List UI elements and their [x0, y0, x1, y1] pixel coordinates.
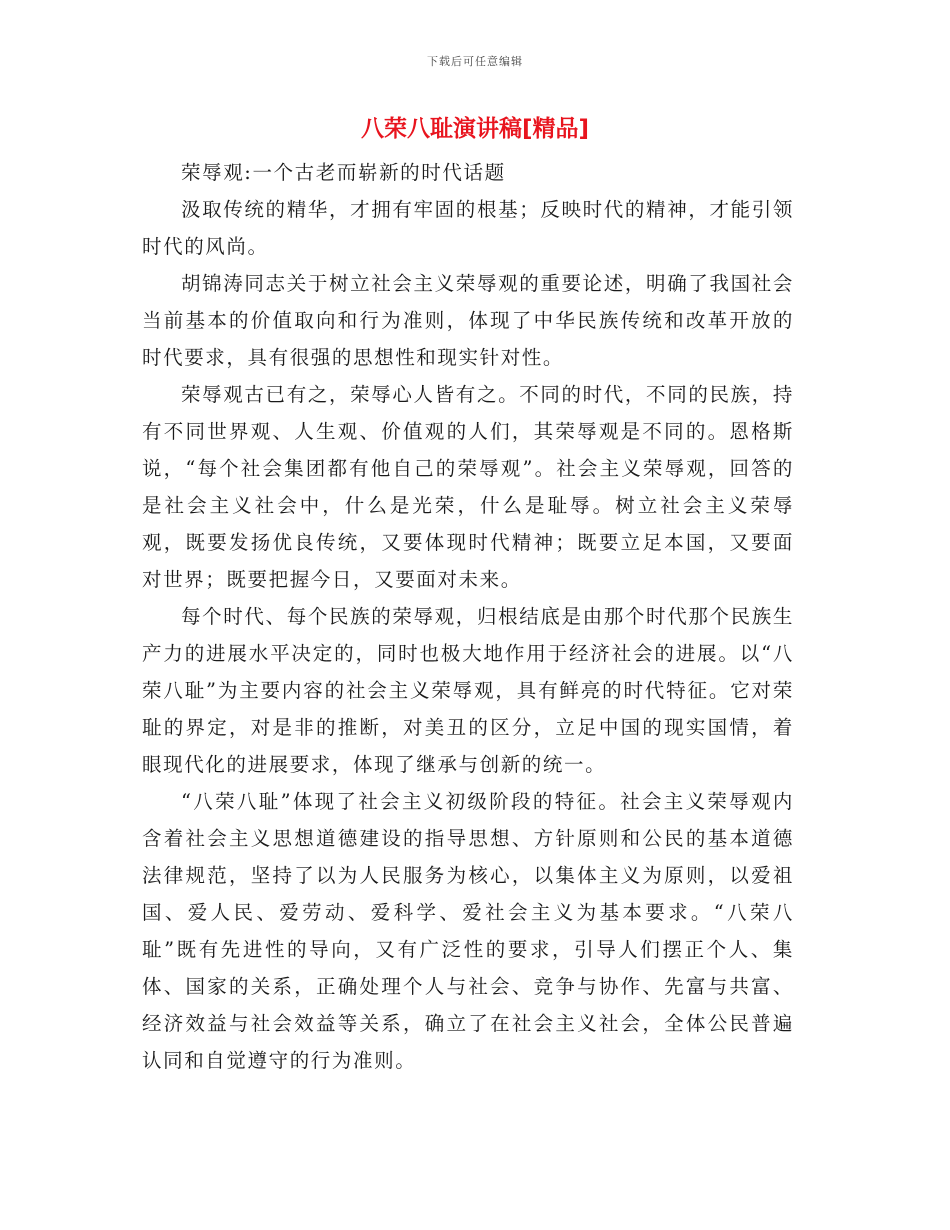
document-body — [142, 154, 794, 1079]
document-title: 八荣八耻演讲稿[精品] — [360, 116, 590, 142]
paragraph: 胡锦涛同志关于树立社会主义荣辱观的重要论述，明确了我国社会当前基本的价值取向和行为准则，体现了中华民族传统和改革开放的时代要求，具有很强的思想性和现实针对性。 — [142, 272, 794, 369]
paragraph: “八荣八耻”体现了社会主义初级阶段的特征。社会主义荣辱观内含着社会主义思想道德建设的指导思想、方针原则和公民的基本道德法律规范，坚持了以为人民服务为核心，以集体主义为原则，以爱祖国、爱人民、爱劳动、爱科学、爱社会主义为基本要求。“八荣八耻”既有先进性的导向，又有广泛性的要求，引导人们摆正个人、集体、国家的关系，正确处理个人与社会、竞争与协作、先富与共富、经济效益与社会效益等关系，确立了在社会主义社会，全体公民普遍认同和自觉遵守的行为准则。 — [142, 790, 794, 1072]
header-note: 下载后可任意编辑 — [427, 55, 523, 68]
paragraph-subtitle: 荣辱观:一个古老而崭新的时代话题 — [181, 161, 506, 184]
paragraph: 汲取传统的精华，才拥有牢固的根基；反映时代的精神，才能引领时代的风尚。 — [142, 198, 794, 258]
paragraph: 每个时代、每个民族的荣辱观，归根结底是由那个时代那个民族生产力的进展水平决定的，同时也极大地作用于经济社会的进展。以“八荣八耻”为主要内容的社会主义荣辱观，具有鲜亮的时代特征。它对荣耻的界定，对是非的推断，对美丑的区分，立足中国的现实国情，着眼现代化的进展要求，体现了继承与创新的统一。 — [142, 605, 794, 776]
paragraph: 荣辱观古已有之，荣辱心人皆有之。不同的时代，不同的民族，持有不同世界观、人生观、价值观的人们，其荣辱观是不同的。恩格斯说，“每个社会集团都有他自己的荣辱观”。社会主义荣辱观，回答的是社会主义社会中，什么是光荣，什么是耻辱。树立社会主义荣辱观，既要发扬优良传统，又要体现时代精神；既要立足本国，又要面对世界；既要把握今日，又要面对未来。 — [142, 383, 794, 591]
